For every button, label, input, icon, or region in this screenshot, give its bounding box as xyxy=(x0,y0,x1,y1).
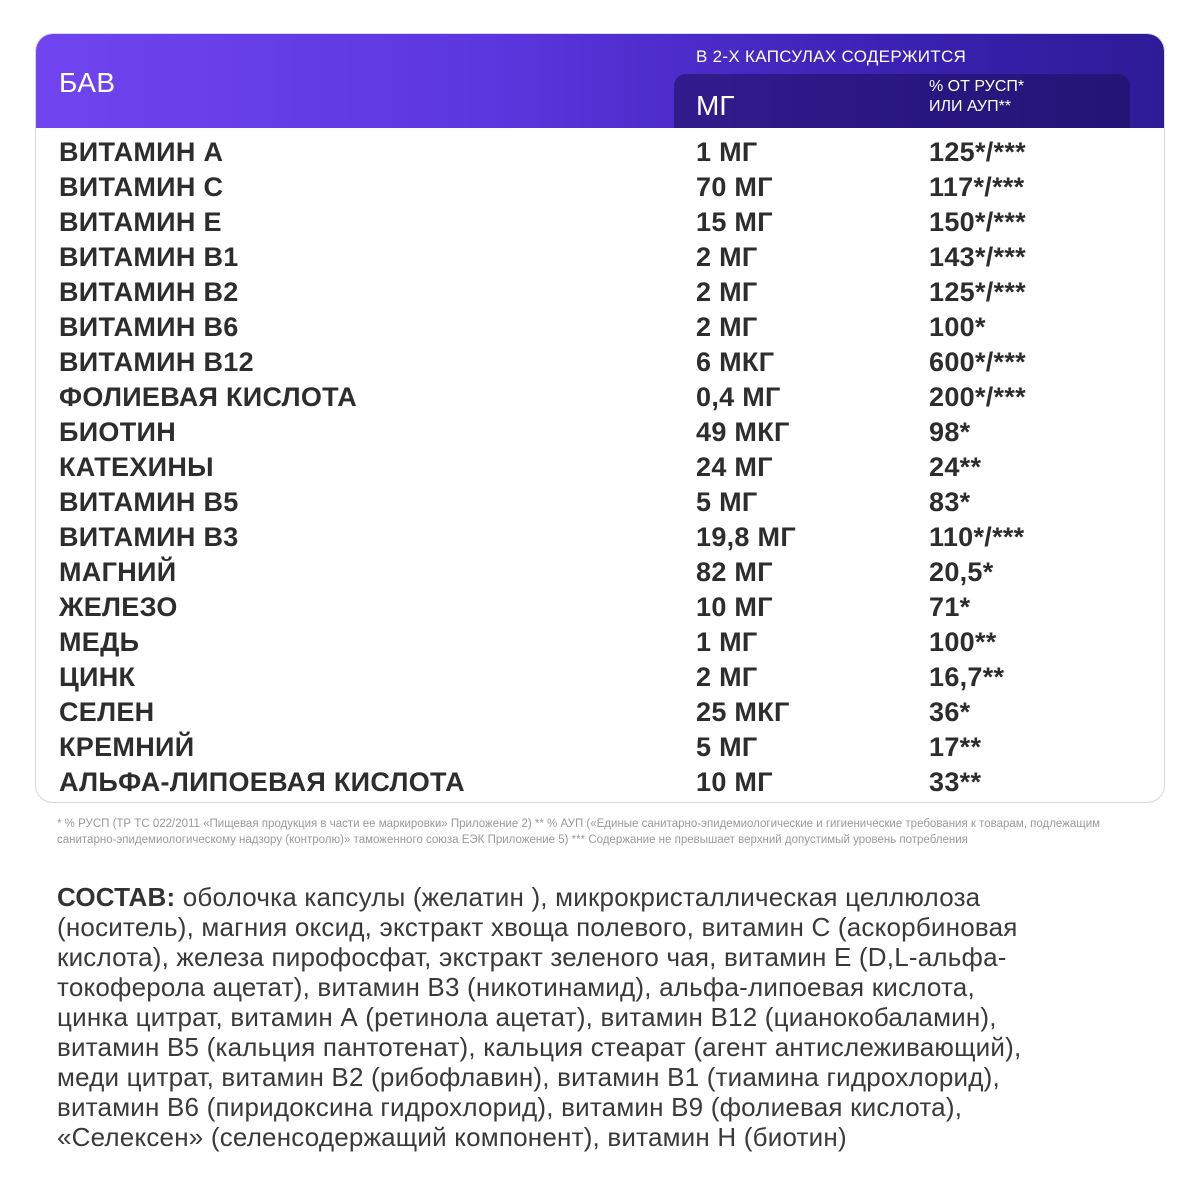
nutrient-percent: 83* xyxy=(929,487,971,517)
column-header-bav: БАВ xyxy=(59,67,116,98)
nutrient-name: КРЕМНИЙ xyxy=(59,732,195,762)
nutrient-amount: 24 МГ xyxy=(696,452,773,482)
nutrient-name: ЦИНК xyxy=(59,662,136,692)
composition-label: СОСТАВ: xyxy=(57,882,176,912)
nutrient-name: КАТЕХИНЫ xyxy=(59,452,214,482)
table-row xyxy=(36,519,1164,554)
column-header-percent-line1: % ОТ РУСП* xyxy=(929,78,1025,95)
nutrient-percent: 24** xyxy=(929,452,982,482)
nutrient-name: ВИТАМИН В3 xyxy=(59,522,239,552)
nutrient-name: ВИТАМИН В2 xyxy=(59,277,239,307)
nutrient-amount: 6 МКГ xyxy=(696,347,775,377)
nutrient-amount: 5 МГ xyxy=(696,487,758,517)
table-row xyxy=(36,204,1164,239)
table-row xyxy=(36,239,1164,274)
nutrient-percent: 33** xyxy=(929,767,982,797)
composition-line-0 xyxy=(57,882,1167,912)
table-row xyxy=(36,169,1164,204)
nutrient-name: ВИТАМИН С xyxy=(59,172,224,202)
nutrient-percent: 16,7** xyxy=(929,662,1005,692)
table-row xyxy=(36,659,1164,694)
footnote: * % РУСП (ТР ТС 022/2011 «Пищевая продукция в части ее маркировки» Приложение 2) ** % АУП («Единые санитарно-эпидемиологические и гигиенические требования к товарам, подлежащим санитарно-эпидемиологическому надзору (контролю)» таможенного союза ЕЭК Приложение 5) *** Содержание не превышает верхний допустимый уровень потребления xyxy=(57,818,1101,846)
nutrient-name: ВИТАМИН В5 xyxy=(59,487,239,517)
nutrient-amount: 82 МГ xyxy=(696,557,773,587)
table-header xyxy=(36,34,1164,128)
nutrient-percent: 143*/*** xyxy=(929,242,1026,272)
composition-line: меди цитрат, витамин В2 (рибофлавин), витамин В1 (тиамина гидрохлорид), xyxy=(57,1062,1000,1092)
nutrient-name: МЕДЬ xyxy=(59,627,140,657)
composition-line: кислота), железа пирофосфат, экстракт зеленого чая, витамин Е (D,L-альфа- xyxy=(57,942,1007,972)
nutrient-amount: 15 МГ xyxy=(696,207,773,237)
nutrient-name: СЕЛЕН xyxy=(59,697,155,727)
table-row xyxy=(36,484,1164,519)
nutrient-amount: 10 МГ xyxy=(696,592,773,622)
nutrient-amount: 2 МГ xyxy=(696,277,758,307)
nutrient-name: ВИТАМИН А xyxy=(59,137,224,167)
table-body xyxy=(36,134,1164,799)
nutrient-percent: 125*/*** xyxy=(929,277,1026,307)
nutrient-amount: 0,4 МГ xyxy=(696,382,781,412)
column-header-percent xyxy=(929,77,1024,117)
composition-text: оболочка капсулы (желатин ), микрокристаллическая целлюлоза xyxy=(175,882,981,912)
table-row xyxy=(36,764,1164,799)
nutrient-amount: 2 МГ xyxy=(696,242,758,272)
nutrient-amount: 1 МГ xyxy=(696,627,758,657)
table-row xyxy=(36,624,1164,659)
nutrient-percent: 117*/*** xyxy=(929,172,1025,202)
nutrient-percent: 100* xyxy=(929,312,986,342)
composition-line: цинка цитрат, витамин А (ретинола ацетат), витамин В12 (цианокобаламин), xyxy=(57,1002,997,1032)
header-caption: В 2-Х КАПСУЛАХ СОДЕРЖИТСЯ xyxy=(696,47,967,66)
table-row xyxy=(36,729,1164,764)
composition-line: витамин В5 (кальция пантотенат), кальция стеарат (агент антислеживающий), xyxy=(57,1032,1022,1062)
nutrient-amount: 5 МГ xyxy=(696,732,758,762)
nutrient-amount: 1 МГ xyxy=(696,137,758,167)
nutrient-name: ВИТАМИН В6 xyxy=(59,312,239,342)
nutrient-name: ВИТАМИН В1 xyxy=(59,242,239,272)
nutrient-amount: 2 МГ xyxy=(696,662,758,692)
nutrient-amount: 70 МГ xyxy=(696,172,773,202)
table-row xyxy=(36,134,1164,169)
nutrient-amount: 10 МГ xyxy=(696,767,773,797)
nutrient-percent: 20,5* xyxy=(929,557,994,587)
nutrient-amount: 49 МКГ xyxy=(696,417,790,447)
composition-line: «Селексен» (селенсодержащий компонент), витамин Н (биотин) xyxy=(57,1122,847,1152)
column-header-percent-line2: ИЛИ АУП** xyxy=(929,98,1012,115)
table-row xyxy=(36,449,1164,484)
table-row xyxy=(36,589,1164,624)
composition-line: токоферола ацетат), витамин В3 (никотинамид), альфа-липоевая кислота, xyxy=(57,972,975,1002)
column-header-mg: МГ xyxy=(696,90,735,121)
table-row xyxy=(36,414,1164,449)
nutrient-percent: 71* xyxy=(929,592,971,622)
nutrient-name: ЖЕЛЕЗО xyxy=(59,592,178,622)
nutrient-percent: 125*/*** xyxy=(929,137,1026,167)
nutrient-percent: 100** xyxy=(929,627,997,657)
composition-line: витамин В6 (пиридоксина гидрохлорид), витамин В9 (фолиевая кислота), xyxy=(57,1092,963,1122)
table-row xyxy=(36,344,1164,379)
nutrient-percent: 600*/*** xyxy=(929,347,1026,377)
nutrient-amount: 25 МКГ xyxy=(696,697,790,727)
table-row xyxy=(36,274,1164,309)
table-row xyxy=(36,694,1164,729)
nutrient-amount: 19,8 МГ xyxy=(696,522,796,552)
nutrient-name: БИОТИН xyxy=(59,417,177,447)
composition-line: (носитель), магния оксид, экстракт хвоща полевого, витамин С (аскорбиновая xyxy=(57,912,1018,942)
nutrient-percent: 110*/*** xyxy=(929,522,1025,552)
table-row xyxy=(36,554,1164,589)
nutrient-percent: 36* xyxy=(929,697,971,727)
nutrient-name: ФОЛИЕВАЯ КИСЛОТА xyxy=(59,382,358,412)
composition xyxy=(57,882,1167,1152)
nutrient-percent: 98* xyxy=(929,417,971,447)
nutrient-percent: 200*/*** xyxy=(929,382,1026,412)
table-row xyxy=(36,379,1164,414)
nutrient-name: АЛЬФА-ЛИПОЕВАЯ КИСЛОТА xyxy=(59,767,465,797)
nutrient-percent: 17** xyxy=(929,732,982,762)
table-row xyxy=(36,309,1164,344)
nutrient-name: ВИТАМИН В12 xyxy=(59,347,254,377)
nutrient-percent: 150*/*** xyxy=(929,207,1026,237)
nutrient-name: ВИТАМИН Е xyxy=(59,207,222,237)
nutrient-table xyxy=(35,33,1165,803)
header-subpanel xyxy=(674,74,1130,128)
nutrient-name: МАГНИЙ xyxy=(59,557,177,587)
nutrient-amount: 2 МГ xyxy=(696,312,758,342)
